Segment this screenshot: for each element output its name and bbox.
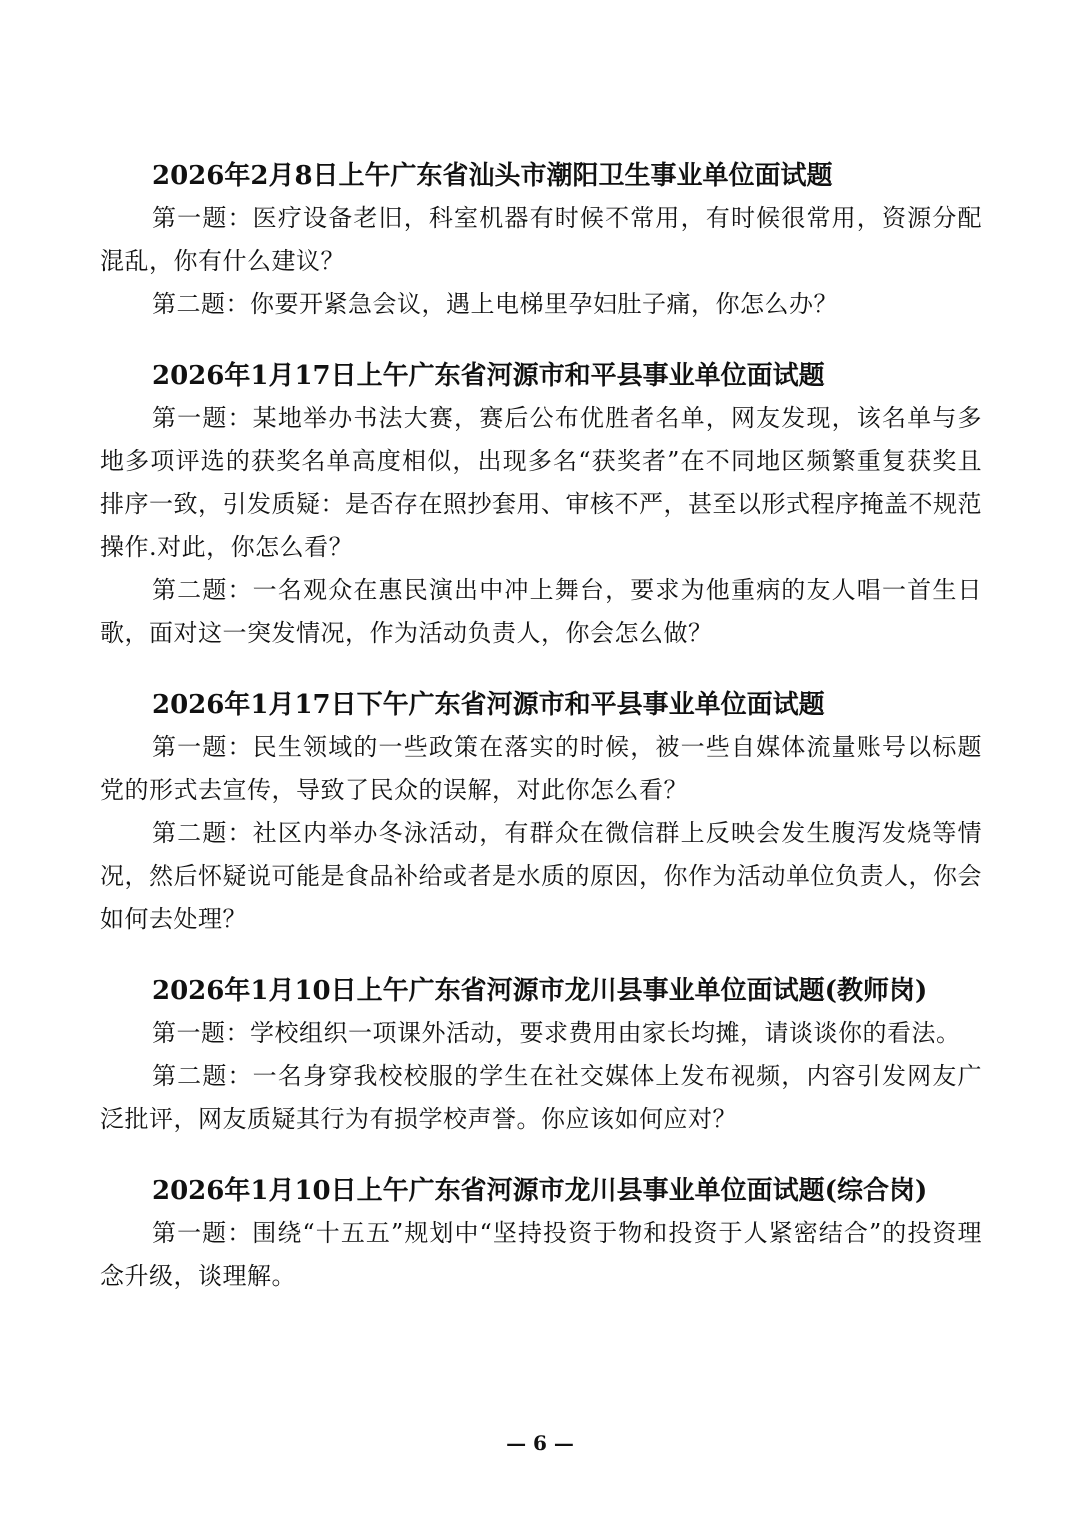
question-paragraph: 第一题：学校组织一项课外活动，要求费用由家长均摊，请谈谈你的看法。 — [152, 1019, 961, 1047]
section-title: 2026年1月10日上午广东省河源市龙川县事业单位面试题(综合岗) — [152, 1176, 928, 1206]
question-paragraph: 第一题：医疗设备老旧，科室机器有时候不常用，有时候很常用，资源分配混乱，你有什么建议？ — [100, 204, 982, 275]
question-paragraph: 第二题：一名观众在惠民演出中冲上舞台，要求为他重病的友人唱一首生日歌，面对这一突发情况，作为活动负责人，你会怎么做？ — [100, 576, 982, 647]
question-paragraph: 第一题：围绕“十五五”规划中“坚持投资于物和投资于人紧密结合”的投资理念升级，谈理解。 — [100, 1219, 982, 1290]
question-paragraph: 第二题：社区内举办冬泳活动，有群众在微信群上反映会发生腹泻发烧等情况，然后怀疑说可能是食品补给或者是水质的原因，你作为活动单位负责人，你会如何去处理？ — [100, 819, 982, 933]
page-number: — 6 — — [506, 1431, 574, 1455]
question-paragraph: 第一题：民生领域的一些政策在落实的时候，被一些自媒体流量账号以标题党的形式去宣传，导致了民众的误解，对此你怎么看？ — [100, 733, 982, 804]
section-title: 2026年1月10日上午广东省河源市龙川县事业单位面试题(教师岗) — [152, 976, 928, 1006]
section-heyuan-heping-afternoon — [100, 684, 982, 941]
section-heyuan-longchuan-teacher — [100, 970, 982, 1141]
section-title: 2026年1月17日下午广东省河源市和平县事业单位面试题 — [152, 690, 825, 720]
section-shantou-chaoyang — [100, 155, 982, 326]
section-heyuan-heping-morning — [100, 355, 982, 655]
section-title: 2026年2月8日上午广东省汕头市潮阳卫生事业单位面试题 — [152, 161, 833, 191]
question-paragraph: 第二题：你要开紧急会议，遇上电梯里孕妇肚子痛，你怎么办？ — [152, 290, 838, 318]
question-paragraph: 第二题：一名身穿我校校服的学生在社交媒体上发布视频，内容引发网友广泛批评，网友质疑其行为有损学校声誉。你应该如何应对？ — [100, 1062, 982, 1133]
section-heyuan-longchuan-general — [100, 1170, 982, 1298]
section-title: 2026年1月17日上午广东省河源市和平县事业单位面试题 — [152, 361, 825, 391]
question-paragraph: 第一题：某地举办书法大赛，赛后公布优胜者名单，网友发现，该名单与多地多项评选的获奖名单高度相似，出现多名“获奖者”在不同地区频繁重复获奖且排序一致，引发质疑：是否存在照抄套用、审核不严，甚至以形式程序掩盖不规范操作.对此，你怎么看？ — [100, 404, 982, 561]
